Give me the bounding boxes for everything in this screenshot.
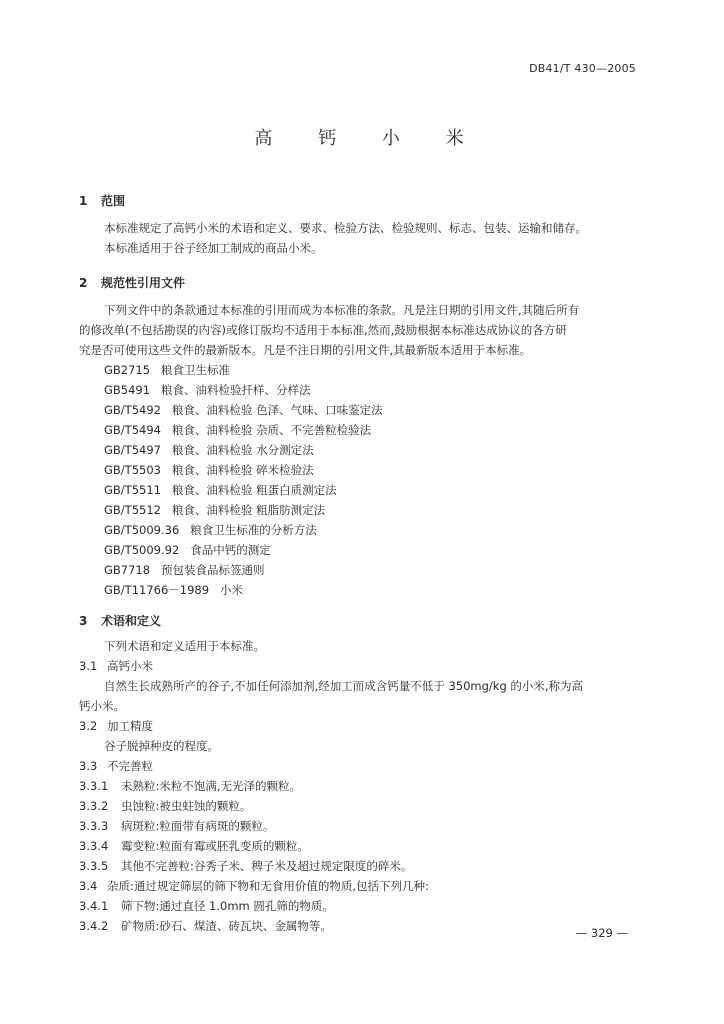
term-number: 3.3 bbox=[79, 759, 98, 773]
sub-term bbox=[79, 798, 251, 815]
paragraph: 自然生长成熟所产的谷子,不加任何添加剂,经加工而成含钙量不低于 350mg/kg 的小米,称为高 bbox=[104, 679, 584, 693]
page-number: — 329 — bbox=[575, 926, 628, 940]
term-text: 矿物质:砂石、煤渣、砖瓦块、金属物等。 bbox=[121, 919, 332, 933]
paragraph: 究是否可使用这些文件的最新版本。凡是不注日期的引用文件,其最新版本适用于本标准。 bbox=[79, 343, 532, 357]
term-text: 虫蚀粒:被虫蛀蚀的颗粒。 bbox=[121, 799, 252, 813]
reference-title: 粮食、油料检验 水分测定法 bbox=[171, 443, 314, 457]
reference-title: 食品中钙的测定 bbox=[190, 543, 271, 557]
term-text: 杂质:通过规定筛层的筛下物和无食用价值的物质,包括下列几种: bbox=[107, 879, 429, 893]
reference-item bbox=[104, 402, 383, 419]
reference-item bbox=[104, 382, 311, 399]
section-2-heading bbox=[79, 274, 185, 291]
reference-item bbox=[104, 462, 314, 479]
term-text: 筛下物:通过直径 1.0mm 圆孔筛的物质。 bbox=[121, 899, 334, 913]
reference-code: GB/T5503 bbox=[104, 463, 161, 477]
reference-code: GB/T5512 bbox=[104, 503, 161, 517]
reference-item bbox=[104, 422, 371, 439]
term-number: 3.3.2 bbox=[79, 799, 109, 813]
paragraph: 谷子脱掉种皮的程度。 bbox=[104, 739, 219, 753]
reference-title: 粮食、油料检验 粗脂肪测定法 bbox=[171, 503, 326, 517]
reference-title: 粮食、油料检验 杂质、不完善粒检验法 bbox=[171, 423, 372, 437]
reference-code: GB7718 bbox=[104, 563, 151, 577]
standard-code: DB41/T 430—2005 bbox=[529, 62, 636, 75]
sub-term bbox=[79, 858, 412, 875]
reference-title: 粮食、油料检验 色泽、气味、口味鉴定法 bbox=[171, 403, 383, 417]
term-title: 不完善粒 bbox=[107, 759, 153, 773]
section-number: 2 bbox=[79, 276, 88, 290]
term-number: 3.4.1 bbox=[79, 899, 109, 913]
reference-item bbox=[104, 562, 265, 579]
reference-title: 小米 bbox=[220, 583, 244, 597]
reference-code: GB/T5009.36 bbox=[104, 523, 180, 537]
paragraph: 下列文件中的条款通过本标准的引用而成为本标准的条款。凡是注日期的引用文件,其随后所有 bbox=[104, 303, 580, 317]
term-number: 3.3.1 bbox=[79, 779, 109, 793]
term-heading bbox=[79, 878, 429, 895]
term-number: 3.1 bbox=[79, 659, 98, 673]
term-number: 3.4.2 bbox=[79, 919, 109, 933]
section-number: 1 bbox=[79, 194, 88, 208]
paragraph: 下列术语和定义适用于本标准。 bbox=[104, 639, 265, 653]
sub-term bbox=[79, 898, 334, 915]
reference-title: 粮食、油料检验 粗蛋白质测定法 bbox=[171, 483, 337, 497]
reference-item bbox=[104, 442, 314, 459]
section-title: 术语和定义 bbox=[101, 614, 162, 628]
sub-term bbox=[79, 778, 301, 795]
term-text: 未熟粒:米粒不饱满,无光泽的颗粒。 bbox=[121, 779, 302, 793]
term-number: 3.3.3 bbox=[79, 819, 109, 833]
reference-item bbox=[104, 362, 230, 379]
reference-code: GB/T5009.92 bbox=[104, 543, 180, 557]
reference-item bbox=[104, 482, 337, 499]
sub-term bbox=[79, 838, 309, 855]
reference-code: GB/T5494 bbox=[104, 423, 161, 437]
reference-code: GB/T5511 bbox=[104, 483, 161, 497]
reference-code: GB/T5497 bbox=[104, 443, 161, 457]
reference-title: 粮食、油料检验 碎米检验法 bbox=[171, 463, 314, 477]
term-text: 霉变粒:粒面有霉或胚乳变质的颗粒。 bbox=[121, 839, 309, 853]
paragraph: 钙小米。 bbox=[79, 699, 125, 713]
paragraph: 本标准适用于谷子经加工制成的商品小米。 bbox=[104, 241, 323, 255]
term-title: 加工精度 bbox=[107, 719, 153, 733]
sub-term bbox=[79, 918, 332, 935]
term-heading bbox=[79, 718, 153, 735]
page-title: 高 钙 小 米 bbox=[254, 128, 484, 149]
paragraph: 本标准规定了高钙小米的术语和定义、要求、检验方法、检验规则、标志、包装、运输和储存。 bbox=[104, 221, 587, 235]
reference-code: GB/T5492 bbox=[104, 403, 161, 417]
term-number: 3.4 bbox=[79, 879, 98, 893]
sub-term bbox=[79, 818, 274, 835]
term-number: 3.3.5 bbox=[79, 859, 109, 873]
reference-item bbox=[104, 502, 325, 519]
section-1-heading bbox=[79, 192, 125, 209]
section-number: 3 bbox=[79, 614, 88, 628]
section-3-heading bbox=[79, 612, 161, 629]
paragraph: 的修改单(不包括勘误的内容)或修订版均不适用于本标准,然而,鼓励根据本标准达成协议的各方研 bbox=[79, 323, 567, 337]
reference-code: GB2715 bbox=[104, 363, 151, 377]
reference-item bbox=[104, 522, 317, 539]
reference-title: 粮食、油料检验扦样、分样法 bbox=[161, 383, 311, 397]
reference-title: 预包装食品标签通则 bbox=[161, 563, 265, 577]
term-heading bbox=[79, 758, 153, 775]
reference-title: 粮食卫生标准的分析方法 bbox=[190, 523, 317, 537]
term-number: 3.3.4 bbox=[79, 839, 109, 853]
term-heading bbox=[79, 658, 153, 675]
term-title: 高钙小米 bbox=[107, 659, 153, 673]
reference-item bbox=[104, 542, 271, 559]
term-text: 其他不完善粒:谷秀子米、稗子米及超过规定限度的碎米。 bbox=[121, 859, 413, 873]
reference-title: 粮食卫生标准 bbox=[161, 363, 231, 377]
reference-code: GB/T11766－1989 bbox=[104, 583, 210, 597]
reference-item bbox=[104, 582, 243, 599]
term-text: 病斑粒:粒面带有病斑的颗粒。 bbox=[121, 819, 275, 833]
term-number: 3.2 bbox=[79, 719, 98, 733]
section-title: 范围 bbox=[101, 194, 126, 208]
reference-code: GB5491 bbox=[104, 383, 151, 397]
section-title: 规范性引用文件 bbox=[101, 276, 186, 290]
